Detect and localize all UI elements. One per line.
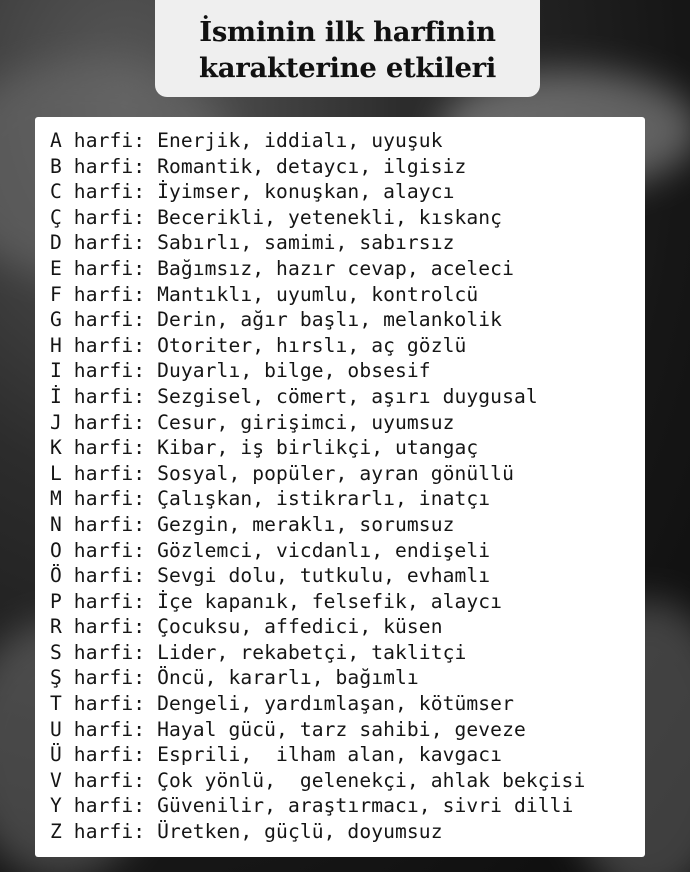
traits: Hayal gücü, tarz sahibi, geveze	[157, 717, 526, 741]
traits: Romantik, detaycı, ilgisiz	[157, 154, 467, 178]
letter-suffix: harfi:	[61, 640, 158, 664]
list-item	[50, 282, 645, 308]
letter: L	[50, 461, 62, 485]
list-item	[50, 358, 645, 384]
letter-suffix: harfi:	[61, 743, 158, 767]
letter: U	[50, 717, 62, 741]
letter: K	[50, 436, 62, 460]
letter: A	[50, 129, 62, 152]
traits: Çok yönlü, gelenekçi, ahlak bekçisi	[157, 768, 586, 792]
letter: V	[50, 768, 62, 792]
title-card	[155, 0, 540, 97]
letter-suffix: harfi:	[61, 205, 158, 229]
letter: P	[50, 589, 62, 613]
traits: Üretken, güçlü, doyumsuz	[157, 820, 443, 844]
letter: G	[50, 308, 62, 332]
traits: Duyarlı, bilge, obsesif	[157, 359, 431, 383]
letter-suffix: harfi:	[61, 820, 158, 844]
list-item	[50, 563, 645, 589]
traits: Kibar, iş birlikçi, utangaç	[157, 436, 479, 460]
letter-suffix: harfi:	[61, 359, 158, 383]
letter: Ç	[50, 205, 62, 229]
list-item	[50, 512, 645, 538]
traits: Bağımsız, hazır cevap, aceleci	[157, 256, 514, 280]
letter-suffix: harfi:	[61, 768, 158, 792]
letter: D	[50, 231, 62, 255]
traits: Sevgi dolu, tutkulu, evhamlı	[157, 564, 491, 588]
letter-suffix: harfi:	[61, 692, 158, 716]
traits: Esprili, ilham alan, kavgacı	[157, 743, 503, 767]
letter-suffix: harfi:	[61, 308, 158, 332]
letter: S	[50, 640, 62, 664]
letter: T	[50, 692, 62, 716]
title-line-2: karakterine etkileri	[198, 51, 496, 84]
traits: Sezgisel, cömert, aşırı duygusal	[157, 384, 538, 408]
letter: J	[50, 410, 62, 434]
list-item	[50, 128, 645, 154]
letter: N	[50, 512, 62, 536]
traits: Becerikli, yetenekli, kıskanç	[157, 205, 503, 229]
letter-suffix: harfi:	[61, 180, 158, 204]
letter-suffix: harfi:	[61, 231, 158, 255]
list-item	[50, 691, 645, 717]
letter: E	[50, 256, 62, 280]
list-item	[50, 256, 645, 282]
list-item	[50, 742, 645, 768]
traits: Lider, rekabetçi, taklitçi	[157, 640, 467, 664]
letter: B	[50, 154, 62, 178]
traits: Sosyal, popüler, ayran gönüllü	[157, 461, 514, 485]
letter-suffix: harfi:	[61, 717, 158, 741]
letter: H	[50, 333, 62, 357]
list-item	[50, 230, 645, 256]
letter-suffix: harfi:	[61, 538, 158, 562]
traits: Cesur, girişimci, uyumsuz	[157, 410, 455, 434]
letter: Ü	[50, 743, 62, 767]
traits: Gözlemci, vicdanlı, endişeli	[157, 538, 491, 562]
list-item	[50, 435, 645, 461]
list-item	[50, 461, 645, 487]
letter: Ş	[50, 666, 62, 690]
list-item	[50, 538, 645, 564]
letter: Y	[50, 794, 62, 818]
traits: İyimser, konuşkan, alaycı	[157, 180, 455, 204]
title-line-1: İsminin ilk harfinin	[199, 15, 496, 48]
list-item	[50, 614, 645, 640]
letter-suffix: harfi:	[61, 487, 158, 511]
list-item	[50, 768, 645, 794]
letter-suffix: harfi:	[61, 154, 158, 178]
letter: F	[50, 282, 62, 306]
letter-traits-list	[35, 117, 645, 857]
traits: Gezgin, meraklı, sorumsuz	[157, 512, 455, 536]
traits: Öncü, kararlı, bağımlı	[157, 666, 419, 690]
letter-suffix: harfi:	[61, 384, 158, 408]
list-item	[50, 589, 645, 615]
traits: Güvenilir, araştırmacı, sivri dilli	[157, 794, 574, 818]
letter: Ö	[50, 564, 62, 588]
traits: İçe kapanık, felsefik, alaycı	[157, 589, 503, 613]
list-item	[50, 665, 645, 691]
letter-suffix: harfi:	[61, 794, 158, 818]
letter: R	[50, 615, 62, 639]
list-item	[50, 486, 645, 512]
letter-suffix: harfi:	[61, 282, 158, 306]
list-item	[50, 205, 645, 231]
letter: İ	[50, 384, 62, 408]
traits: Çocuksu, affedici, küsen	[157, 615, 443, 639]
letter-suffix: harfi:	[61, 333, 158, 357]
traits: Otoriter, hırslı, aç gözlü	[157, 333, 467, 357]
letter-suffix: harfi:	[61, 615, 158, 639]
list-item	[50, 410, 645, 436]
letter: O	[50, 538, 62, 562]
traits: Enerjik, iddialı, uyuşuk	[157, 129, 443, 152]
letter-suffix: harfi:	[61, 256, 158, 280]
letter-suffix: harfi:	[61, 410, 158, 434]
list-item	[50, 179, 645, 205]
letter: Z	[50, 820, 62, 844]
letter-suffix: harfi:	[61, 129, 158, 152]
letter-suffix: harfi:	[61, 461, 158, 485]
list-item	[50, 333, 645, 359]
letter-suffix: harfi:	[61, 589, 158, 613]
list-item	[50, 819, 645, 845]
list-item	[50, 717, 645, 743]
list-item	[50, 384, 645, 410]
traits: Mantıklı, uyumlu, kontrolcü	[157, 282, 479, 306]
letter: C	[50, 180, 62, 204]
letter-suffix: harfi:	[61, 436, 158, 460]
list-item	[50, 154, 645, 180]
list-item	[50, 793, 645, 819]
traits: Derin, ağır başlı, melankolik	[157, 308, 503, 332]
list-item	[50, 307, 645, 333]
letter-suffix: harfi:	[61, 666, 158, 690]
letter: M	[50, 487, 62, 511]
letter-suffix: harfi:	[61, 512, 158, 536]
traits: Sabırlı, samimi, sabırsız	[157, 231, 455, 255]
traits: Dengeli, yardımlaşan, kötümser	[157, 692, 514, 716]
letter: I	[50, 359, 62, 383]
list-item	[50, 640, 645, 666]
traits: Çalışkan, istikrarlı, inatçı	[157, 487, 491, 511]
letter-suffix: harfi:	[61, 564, 158, 588]
